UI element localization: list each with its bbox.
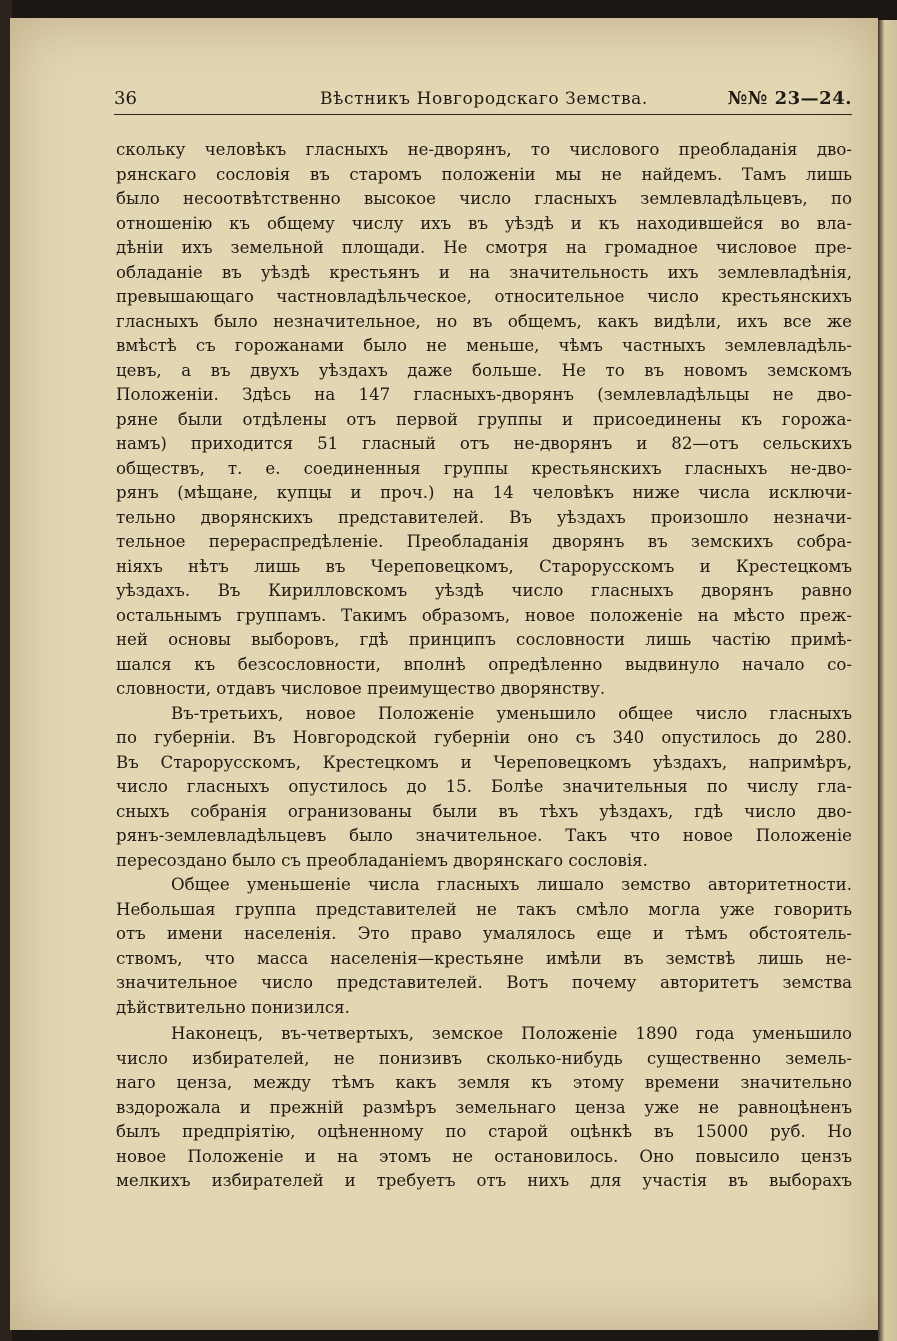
text-line: дѣйствительно понизился. [116,997,350,1017]
text-line: остальнымъ группамъ. Такимъ образомъ, новое положеніе на мѣсто преж- [116,605,852,625]
text-line: было несоотвѣтственно высокое число гласныхъ землевладѣльцевъ, по [116,189,852,208]
text-line: шался къ безсословности, вполнѣ опредѣленно выдвинуло начало со- [116,654,852,674]
journal-title: Вѣстникъ Новгородскаго Земства. [320,89,648,109]
text-line: уѣздахъ. Въ Кирилловскомъ уѣздѣ число гласныхъ дворянъ равно [116,581,852,600]
text-line: скольку человѣкъ гласныхъ не-дворянъ, то числового преобладанія дво- [116,140,852,159]
page-number: 36 [114,88,137,109]
text-line: обладаніе въ уѣздѣ крестьянъ и на значительность ихъ землевладѣнія, [116,262,852,282]
text-line: рянъ-землевладѣльцевъ было значительное. Такъ что новое Положеніе [116,826,852,845]
text-line: дѣніи ихъ земельной площади. Не смотря на громадное числовое пре- [116,238,852,257]
text-line: словности, отдавъ числовое преимущество дворянству. [116,679,606,698]
text-line: тельное перераспредѣленіе. Преобладанія дворянъ въ земскихъ собра- [116,532,852,551]
text-line: рянскаго сословія въ старомъ положеніи мы не найдемъ. Тамъ лишь [116,164,852,184]
text-line: цевъ, а въ двухъ уѣздахъ даже больше. Не то въ новомъ земскомъ [116,360,852,380]
text-line: ніяхъ нѣтъ лишь въ Череповецкомъ, Старорусскомъ и Крестецкомъ [116,556,852,576]
body-text [116,138,852,1194]
text-line: по губерніи. Въ Новгородской губерніи оно съ 340 опустилось до 280. [116,728,852,747]
text-line: былъ предпріятію, оцѣненному по старой оцѣнкѣ въ 15000 руб. Но [116,1122,852,1141]
text-line: тельно дворянскихъ представителей. Въ уѣздахъ произошло незначи- [116,507,852,527]
text-line: рянъ (мѣщане, купцы и проч.) на 14 человѣкъ ниже числа исключи- [116,483,852,502]
text-line: ствомъ, что масса населенія—крестьяне имѣли въ земствѣ лишь не- [116,948,852,968]
running-header [114,88,852,115]
text-line: ней основы выборовъ, гдѣ принципъ сословности лишь частію примѣ- [116,630,852,649]
text-line: отношенію къ общему числу ихъ въ уѣздѣ и къ находившейся во вла- [116,213,852,233]
text-line: Наконецъ, въ-четвертыхъ, земское Положеніе 1890 года уменьшило [171,1024,852,1043]
text-line: вздорожала и прежній размѣръ земельнаго ценза уже не равноцѣненъ [116,1097,852,1117]
issue-number: №№ 23—24. [727,88,852,109]
text-line: превышающаго частновладѣльческое, относительное число крестьянскихъ [116,287,852,306]
text-line: Въ Старорусскомъ, Крестецкомъ и Череповецкомъ уѣздахъ, напримѣръ, [116,752,852,772]
text-line: сныхъ собранія огранизованы были въ тѣхъ уѣздахъ, гдѣ число дво- [116,801,852,821]
text-line: обществъ, т. е. соединенныя группы крестьянскихъ гласныхъ не-дво- [116,458,852,478]
text-line: наго ценза, между тѣмъ какъ земля къ этому времени значительно [116,1073,852,1092]
text-line: Положеніи. Здѣсь на 147 гласныхъ-дворянъ (землевладѣльцы не дво- [116,385,852,404]
text-line: гласныхъ было незначительное, но въ общемъ, какъ видѣли, ихъ все же [116,311,852,331]
text-line: Въ-третьихъ, новое Положеніе уменьшило общее число гласныхъ [171,703,852,723]
text-line: Общее уменьшеніе числа гласныхъ лишало земство авторитетности. [171,875,852,894]
text-line: число избирателей, не понизивъ сколько-нибудь существенно земель- [116,1048,852,1068]
text-line: ряне были отдѣлены отъ первой группы и присоединены къ горожа- [116,409,852,429]
text-line: число гласныхъ опустилось до 15. Болѣе значительныя по числу гла- [116,777,852,796]
text-line: вмѣстѣ съ горожанами было не меньше, чѣмъ частныхъ землевладѣль- [116,336,852,355]
text-line: мелкихъ избирателей и требуетъ отъ нихъ для участія въ выборахъ [116,1171,852,1190]
text-line: намъ) приходится 51 гласный отъ не-дворянъ и 82—отъ сельскихъ [116,434,852,453]
text-line: отъ имени населенія. Это право умалялось еще и тѣмъ обстоятель- [116,924,852,943]
text-line: Небольшая группа представителей не такъ смѣло могла уже говорить [116,899,852,919]
facing-page-edge [878,20,897,1341]
text-line: значительное число представителей. Вотъ почему авторитетъ земства [116,973,852,992]
text-line: новое Положеніе и на этомъ не остановилось. Оно повысило цензъ [116,1146,852,1166]
text-line: пересоздано было съ преобладаніемъ дворянскаго сословія. [116,850,648,870]
